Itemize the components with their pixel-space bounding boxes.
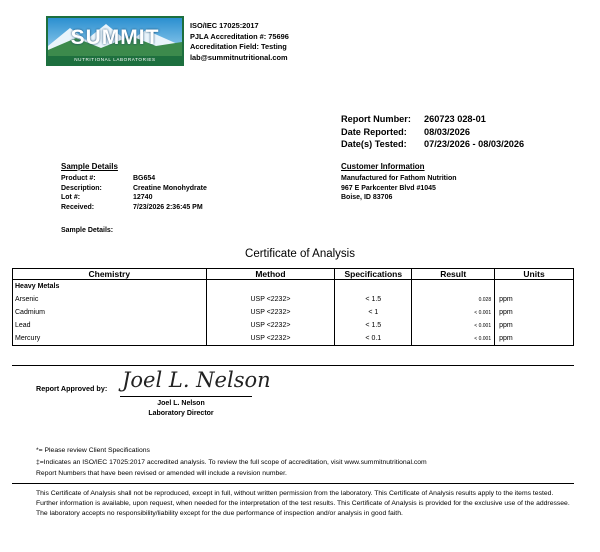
results-table	[12, 268, 574, 346]
sample-details-heading: Sample Details	[61, 162, 118, 171]
header-chemistry: Chemistry	[13, 269, 207, 280]
signature: Joel L. Nelson	[122, 368, 271, 392]
header-method: Method	[206, 269, 335, 280]
report-labels	[341, 113, 411, 151]
cell-spec: < 0.1	[335, 332, 412, 346]
lot-number: 12740	[133, 194, 153, 201]
cell-method: USP <2232>	[206, 293, 335, 306]
approver-block	[136, 399, 226, 418]
date-reported: 08/03/2026	[424, 126, 470, 137]
sample-labels	[61, 174, 102, 212]
report-number: 260723 028-01	[424, 114, 486, 124]
description-label: Description:	[61, 184, 102, 192]
cell-units: ppm	[495, 319, 574, 332]
product-description: Creatine Monohydrate	[133, 184, 207, 192]
table-row	[13, 319, 574, 332]
received-date: 7/23/2026 2:36:45 PM	[133, 203, 203, 211]
table-row	[13, 306, 574, 319]
group-heavy-metals: Heavy Metals	[13, 280, 207, 294]
cell-method: USP <2232>	[206, 332, 335, 346]
cell-result: < 0.001	[412, 306, 495, 319]
approver-title: Laboratory Director	[148, 409, 214, 417]
customer-line-1: Manufactured for Fathom Nutrition	[341, 175, 457, 182]
cell-spec: < 1.5	[335, 293, 412, 306]
header-units: Units	[495, 269, 574, 280]
header-result: Result	[412, 269, 495, 280]
customer-info-heading: Customer Information	[341, 162, 425, 171]
cell-units: ppm	[495, 293, 574, 306]
cell-units: ppm	[495, 332, 574, 346]
customer-line-3: Boise, ID 83706	[341, 194, 393, 201]
cell-chemistry: Arsenic	[13, 293, 207, 306]
logo-text: SUMMIT	[70, 26, 160, 49]
cell-units: ppm	[495, 306, 574, 319]
cell-spec: < 1	[335, 306, 412, 319]
date-tested: 07/23/2026 - 08/03/2026	[424, 139, 525, 149]
cell-chemistry: Lead	[13, 319, 207, 332]
disclaimer: This Certificate of Analysis shall not be reproduced, except in full, without written permission from the laboratory. This Certificate of Analysis results apply to the items tested. Further information is available, upon request, when needed for the interpretation of the test results. This Certificate of Analysis is provided for the exclusive use of the addressee. The laboratory accepts no responsibility/liability except for the due performance of inspection and/or analysis in good faith.	[36, 490, 570, 518]
customer-address	[341, 174, 457, 203]
product-number: BG654	[133, 175, 156, 182]
received-label: Received:	[61, 203, 95, 211]
certificate-title: Certificate of Analysis	[245, 248, 355, 260]
cell-method: USP <2232>	[206, 319, 335, 332]
date-reported-label: Date Reported:	[341, 126, 407, 137]
pjla-number: PJLA Accreditation #: 75696	[190, 31, 289, 41]
group-row	[13, 280, 574, 294]
cell-method: USP <2232>	[206, 306, 335, 319]
approver-name: Joel L. Nelson	[157, 400, 205, 407]
cell-chemistry: Mercury	[13, 332, 207, 346]
date-tested-label: Date(s) Tested:	[341, 139, 407, 149]
customer-line-2: 967 E Parkcenter Blvd #1045	[341, 184, 436, 192]
divider	[12, 483, 574, 484]
note-3: Report Numbers that have been revised or amended will include a revision number.	[36, 470, 287, 477]
approved-by-label: Report Approved by:	[36, 384, 108, 393]
sample-details-label: Sample Details:	[61, 227, 114, 234]
note-2: ‡=Indicates an ISO/IEC 17025:2017 accredited analysis. To review the full scope of accreditation, visit www.summitnutritional.com	[36, 458, 427, 466]
table-header-row	[13, 269, 574, 280]
iso-standard: ISO/IEC 17025:2017	[190, 21, 259, 30]
accreditation-field: Accreditation Field: Testing	[190, 42, 287, 51]
signature-line	[120, 396, 252, 397]
header-specifications: Specifications	[335, 269, 412, 280]
table-row	[13, 332, 574, 346]
cell-result: 0.028	[412, 293, 495, 306]
accreditation-info	[190, 21, 289, 63]
table-row	[13, 293, 574, 306]
cell-spec: < 1.5	[335, 319, 412, 332]
divider	[12, 365, 574, 366]
sample-values	[133, 174, 207, 212]
cell-result: < 0.001	[412, 332, 495, 346]
product-label: Product #:	[61, 175, 96, 182]
note-1: *= Please review Client Specifications	[36, 447, 150, 454]
cell-chemistry: Cadmium	[13, 306, 207, 319]
cell-result: < 0.001	[412, 319, 495, 332]
lot-label: Lot #:	[61, 194, 81, 201]
logo-subtext: NUTRITIONAL LABORATORIES	[74, 57, 156, 62]
report-number-label: Report Number:	[341, 114, 411, 124]
summit-logo	[46, 16, 184, 66]
report-values	[424, 113, 524, 151]
lab-email: lab@summitnutritional.com	[190, 52, 288, 62]
notes	[36, 445, 427, 480]
